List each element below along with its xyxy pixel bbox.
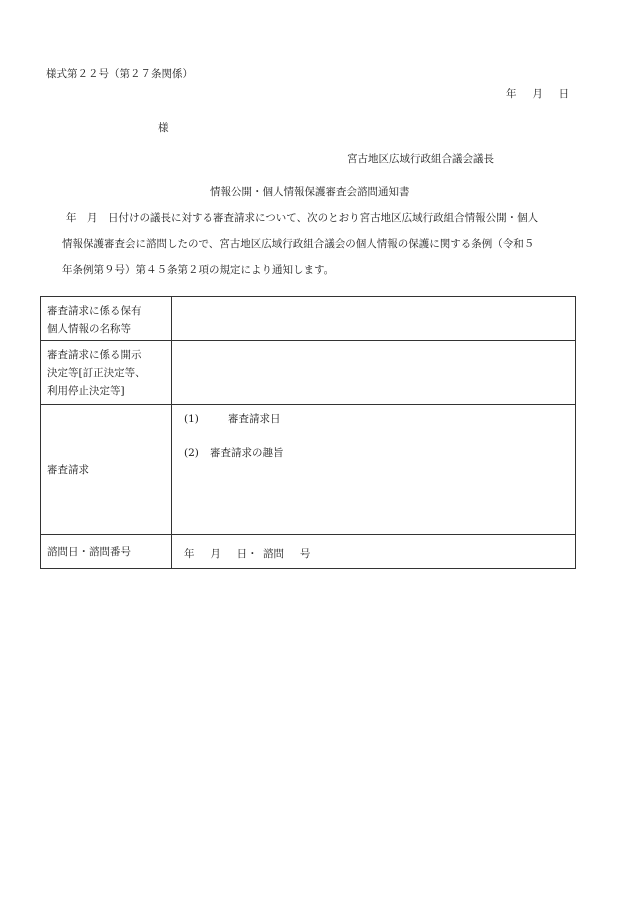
label-personal-info-name (41, 297, 172, 341)
body-text-line-3: 年条例第９号）第４５条第２項の規定により通知します。 (62, 264, 335, 276)
label-disclosure-decision (41, 341, 172, 405)
label-line: 個人情報の名称等 (47, 323, 131, 335)
sender-name: 宮古地区広域行政組合議会議長 (347, 153, 494, 165)
recipient-line: 様 (158, 122, 169, 134)
label-consultation-date: 諮問日・諮問番号 (41, 535, 172, 569)
body-text-line-2: 情報保護審査会に諮問したので、宮古地区広域行政組合議会の個人情報の保護に関する条例（令和５ (62, 238, 535, 250)
table-row-review-request (41, 405, 576, 535)
table-row-personal-info-name (41, 297, 576, 341)
label-line: 審査請求に係る開示 (47, 349, 142, 361)
info-table (40, 296, 576, 569)
value-disclosure-decision[interactable] (172, 341, 576, 405)
label-line: 利用停止決定等] (47, 385, 125, 397)
table-row-disclosure-decision (41, 341, 576, 405)
value-review-request[interactable] (172, 405, 576, 535)
form-number: 様式第２２号（第２７条関係） (46, 68, 193, 80)
item-number: (2) (184, 447, 199, 459)
label-review-request: 審査請求 (41, 405, 172, 535)
review-request-purpose-item (184, 444, 575, 462)
item-text: 審査請求の趣旨 (210, 447, 284, 459)
value-consultation-date[interactable]: 年 月 日・ 諮問 号 (172, 535, 576, 569)
item-number: (1) (184, 413, 199, 425)
label-line: 審査請求に係る保有 (47, 305, 142, 317)
review-request-date-item (184, 410, 575, 428)
item-text: 審査請求日 (228, 413, 281, 425)
label-line: 決定等[訂正決定等、 (47, 367, 146, 379)
date-line: 年 月 日 (506, 88, 570, 100)
body-text-line-1: 年 月 日付けの議長に対する審査請求について、次のとおり宮古地区広域行政組合情報公開・個人 (66, 212, 539, 224)
table-row-consultation-date (41, 535, 576, 569)
value-personal-info-name[interactable] (172, 297, 576, 341)
document-title: 情報公開・個人情報保護審査会諮問通知書 (210, 186, 410, 198)
